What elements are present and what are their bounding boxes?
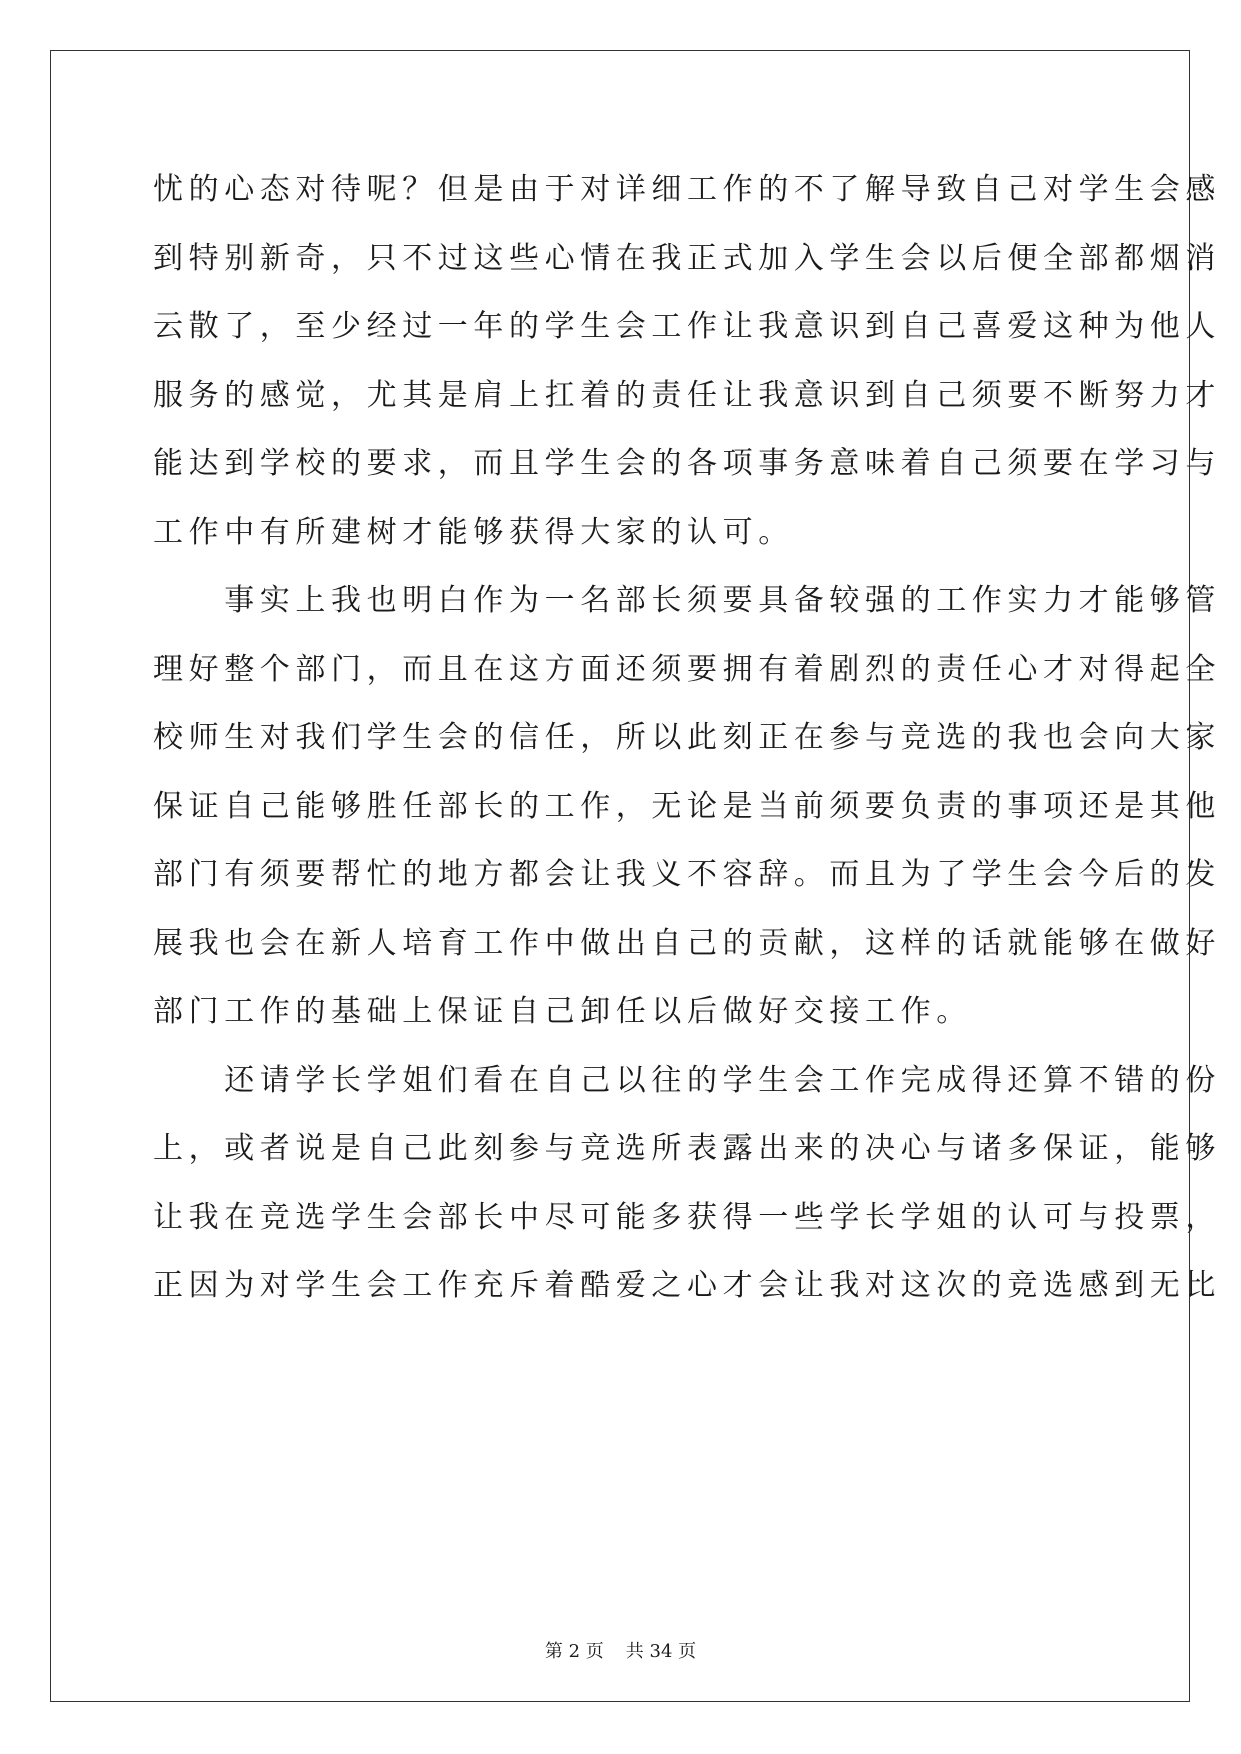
text-line: 让我在竞选学生会部长中尽可能多获得一些学长学姐的认可与投票， [153,1199,1221,1235]
text-line: 展我也会在新人培育工作中做出自己的贡献，这样的话就能够在做好 [153,925,1221,961]
text-line: 保证自己能够胜任部长的工作，无论是当前须要负责的事项还是其他 [153,788,1221,824]
text-line: 工作中有所建树才能够获得大家的认可。 [153,514,794,550]
text-line: 还请学长学姐们看在自己以往的学生会工作完成得还算不错的份 [153,1062,1221,1098]
page-total: 共 34 页 [625,1641,697,1662]
text-line: 能达到学校的要求，而且学生会的各项事务意味着自己须要在学习与 [153,446,1221,481]
document-body [153,156,1221,1321]
page-number: 第 2 页 [544,1641,604,1662]
text-line: 事实上我也明白作为一名部长须要具备较强的工作实力才能够管 [153,583,1221,618]
text-line: 校师生对我们学生会的信任，所以此刻正在参与竞选的我也会向大家 [153,720,1221,755]
text-line: 部门工作的基础上保证自己卸任以后做好交接工作。 [153,994,972,1029]
text-line: 上，或者说是自己此刻参与竞选所表露出来的决心与诸多保证，能够 [153,1131,1221,1166]
text-line: 理好整个部门，而且在这方面还须要拥有着剧烈的责任心才对得起全 [153,651,1221,687]
text-line: 部门有须要帮忙的地方都会让我义不容辞。而且为了学生会今后的发 [153,857,1221,892]
text-line: 云散了，至少经过一年的学生会工作让我意识到自己喜爱这种为他人 [153,309,1221,344]
text-line: 正因为对学生会工作充斥着酷爱之心才会让我对这次的竞选感到无比 [153,1268,1221,1303]
text-line: 忧的心态对待呢？但是由于对详细工作的不了解导致自己对学生会感 [153,172,1221,207]
text-line: 服务的感觉，尤其是肩上扛着的责任让我意识到自己须要不断努力才 [153,377,1221,413]
page-footer [0,1640,1241,1664]
text-line: 到特别新奇，只不过这些心情在我正式加入学生会以后便全部都烟消 [153,240,1221,276]
